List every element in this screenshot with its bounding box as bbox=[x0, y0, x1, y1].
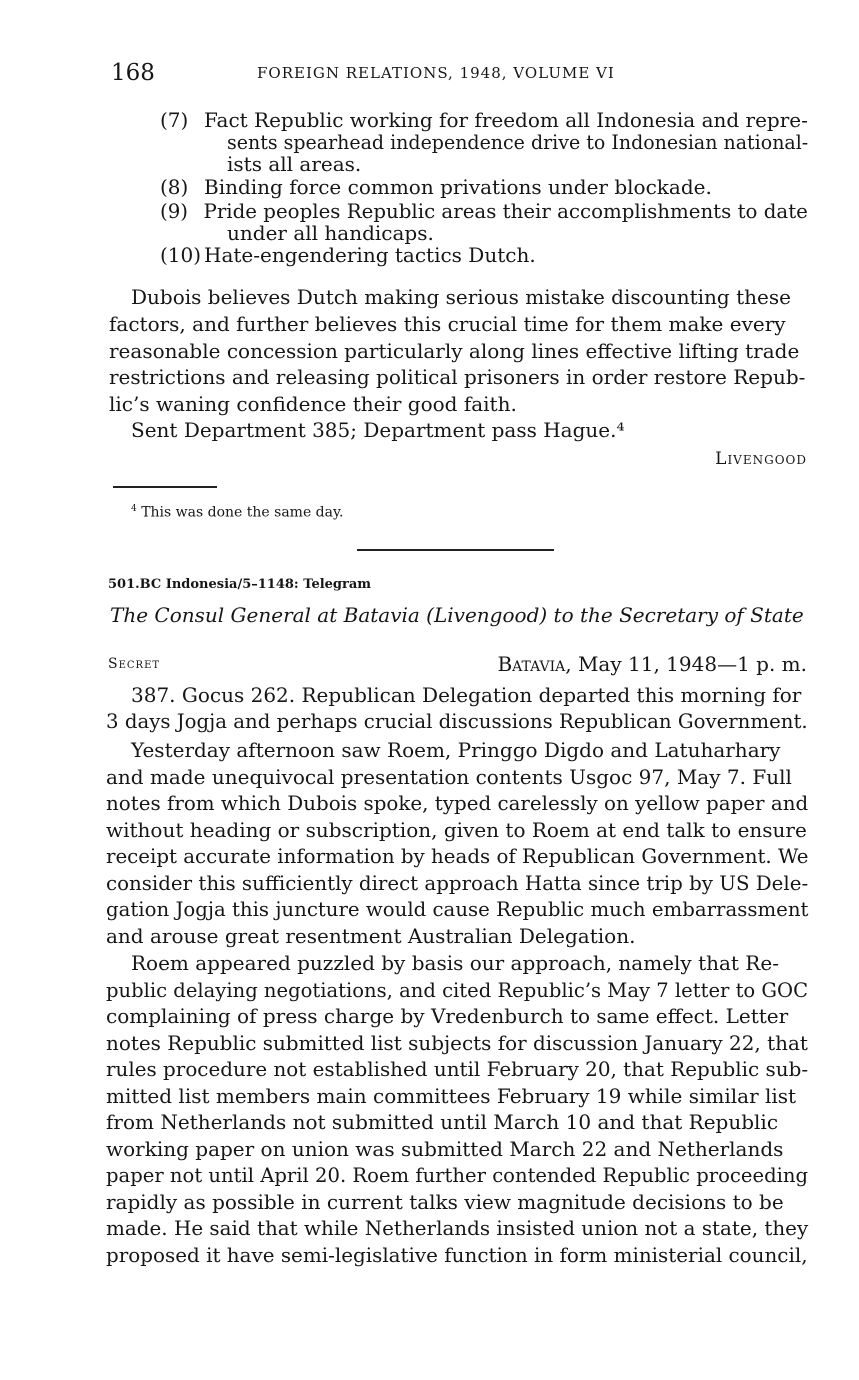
list-item-continuation: sents spearhead independence drive to Indonesian national- bbox=[227, 130, 809, 154]
sent-line: Sent Department 385; Department pass Hague.⁴ bbox=[131, 418, 625, 442]
footnote bbox=[131, 504, 344, 521]
section-divider bbox=[357, 549, 554, 551]
paragraph-line: public delaying negotiations, and cited Republic’s May 7 letter to GOC bbox=[106, 978, 809, 1002]
paragraph-line: rules procedure not established until February 20, that Republic sub- bbox=[106, 1057, 809, 1081]
paragraph-line: made. He said that while Netherlands insisted union not a state, they bbox=[106, 1216, 809, 1240]
paragraph-line: Dubois believes Dutch making serious mistake discounting these bbox=[131, 285, 791, 309]
dateline-place: Batavia bbox=[497, 652, 566, 676]
paragraph-line: working paper on union was submitted March 22 and Netherlands bbox=[106, 1137, 784, 1161]
paragraph-line: proposed it have semi-legislative function in form ministerial council, bbox=[106, 1243, 808, 1267]
classification: Secret bbox=[108, 656, 161, 672]
file-number: 501.BC Indonesia/5–1148: Telegram bbox=[108, 577, 372, 592]
paragraph-line: reasonable concession particularly along lines effective lifting trade bbox=[109, 339, 800, 363]
list-item-number: (8) bbox=[160, 175, 189, 199]
footnote-marker: 4 bbox=[131, 504, 137, 514]
footnote-rule bbox=[113, 486, 217, 488]
paragraph-line: lic’s waning confidence their good faith. bbox=[109, 392, 517, 416]
paragraph-line: complaining of press charge by Vredenburch to same effect. Letter bbox=[106, 1004, 789, 1028]
signature: Livengood bbox=[715, 449, 807, 469]
paragraph-line: gation Jogja this juncture would cause Republic much embarrassment bbox=[106, 897, 809, 921]
list-item-text: Hate-engendering tactics Dutch. bbox=[204, 243, 536, 267]
list-item-continuation: under all handicaps. bbox=[227, 221, 434, 245]
list-item-number: (10) bbox=[160, 243, 202, 267]
list-item-number: (9) bbox=[160, 199, 189, 223]
paragraph-line: Roem appeared puzzled by basis our approach, namely that Re- bbox=[131, 951, 779, 975]
paragraph-line: notes Republic submitted list subjects for discussion January 22, that bbox=[106, 1031, 808, 1055]
paragraph-line: without heading or subscription, given to Roem at end talk to ensure bbox=[106, 818, 807, 842]
paragraph-line: 3 days Jogja and perhaps crucial discussions Republican Government. bbox=[106, 709, 808, 733]
paragraph-line: consider this sufficiently direct approach Hatta since trip by US Dele- bbox=[106, 871, 809, 895]
list-item-continuation: ists all areas. bbox=[227, 152, 362, 176]
paragraph-line: and arouse great resentment Australian Delegation. bbox=[106, 924, 636, 948]
paragraph-line: Yesterday afternoon saw Roem, Pringgo Digdo and Latuharhary bbox=[131, 738, 781, 762]
paragraph-line: from Netherlands not submitted until March 10 and that Republic bbox=[106, 1110, 779, 1134]
dateline-date: , May 11, 1948—1 p. m. bbox=[565, 652, 807, 676]
list-item-number: (7) bbox=[160, 108, 189, 132]
running-title: FOREIGN RELATIONS, 1948, VOLUME VI bbox=[257, 64, 615, 82]
footnote-text: This was done the same day. bbox=[141, 504, 344, 521]
list-item-text: Fact Republic working for freedom all Indonesia and repre- bbox=[204, 108, 808, 132]
list-item bbox=[160, 176, 712, 198]
paragraph-line: restrictions and releasing political prisoners in order restore Repub- bbox=[109, 365, 806, 389]
paragraph-line: factors, and further believes this crucial time for them make every bbox=[109, 312, 786, 336]
paragraph-line: receipt accurate information by heads of Republican Government. We bbox=[106, 844, 809, 868]
list-item-text: Binding force common privations under blockade. bbox=[204, 175, 712, 199]
paragraph-line: rapidly as possible in current talks view magnitude decisions to be bbox=[106, 1190, 784, 1214]
page-number: 168 bbox=[111, 60, 155, 86]
list-item bbox=[160, 200, 808, 222]
dateline bbox=[497, 652, 807, 676]
list-item bbox=[160, 109, 808, 131]
list-item-text: Pride peoples Republic areas their accomplishments to date bbox=[203, 199, 808, 223]
paragraph-line: mitted list members main committees February 19 while similar list bbox=[106, 1084, 797, 1108]
paragraph-line: 387. Gocus 262. Republican Delegation departed this morning for bbox=[131, 683, 802, 707]
paragraph-line: and made unequivocal presentation contents Usgoc 97, May 7. Full bbox=[106, 765, 792, 789]
document-title: The Consul General at Batavia (Livengood) to the Secretary of State bbox=[110, 603, 804, 627]
paragraph-line: notes from which Dubois spoke, typed carelessly on yellow paper and bbox=[106, 791, 809, 815]
list-item bbox=[160, 244, 536, 266]
paragraph-line: paper not until April 20. Roem further contended Republic proceeding bbox=[106, 1163, 809, 1187]
